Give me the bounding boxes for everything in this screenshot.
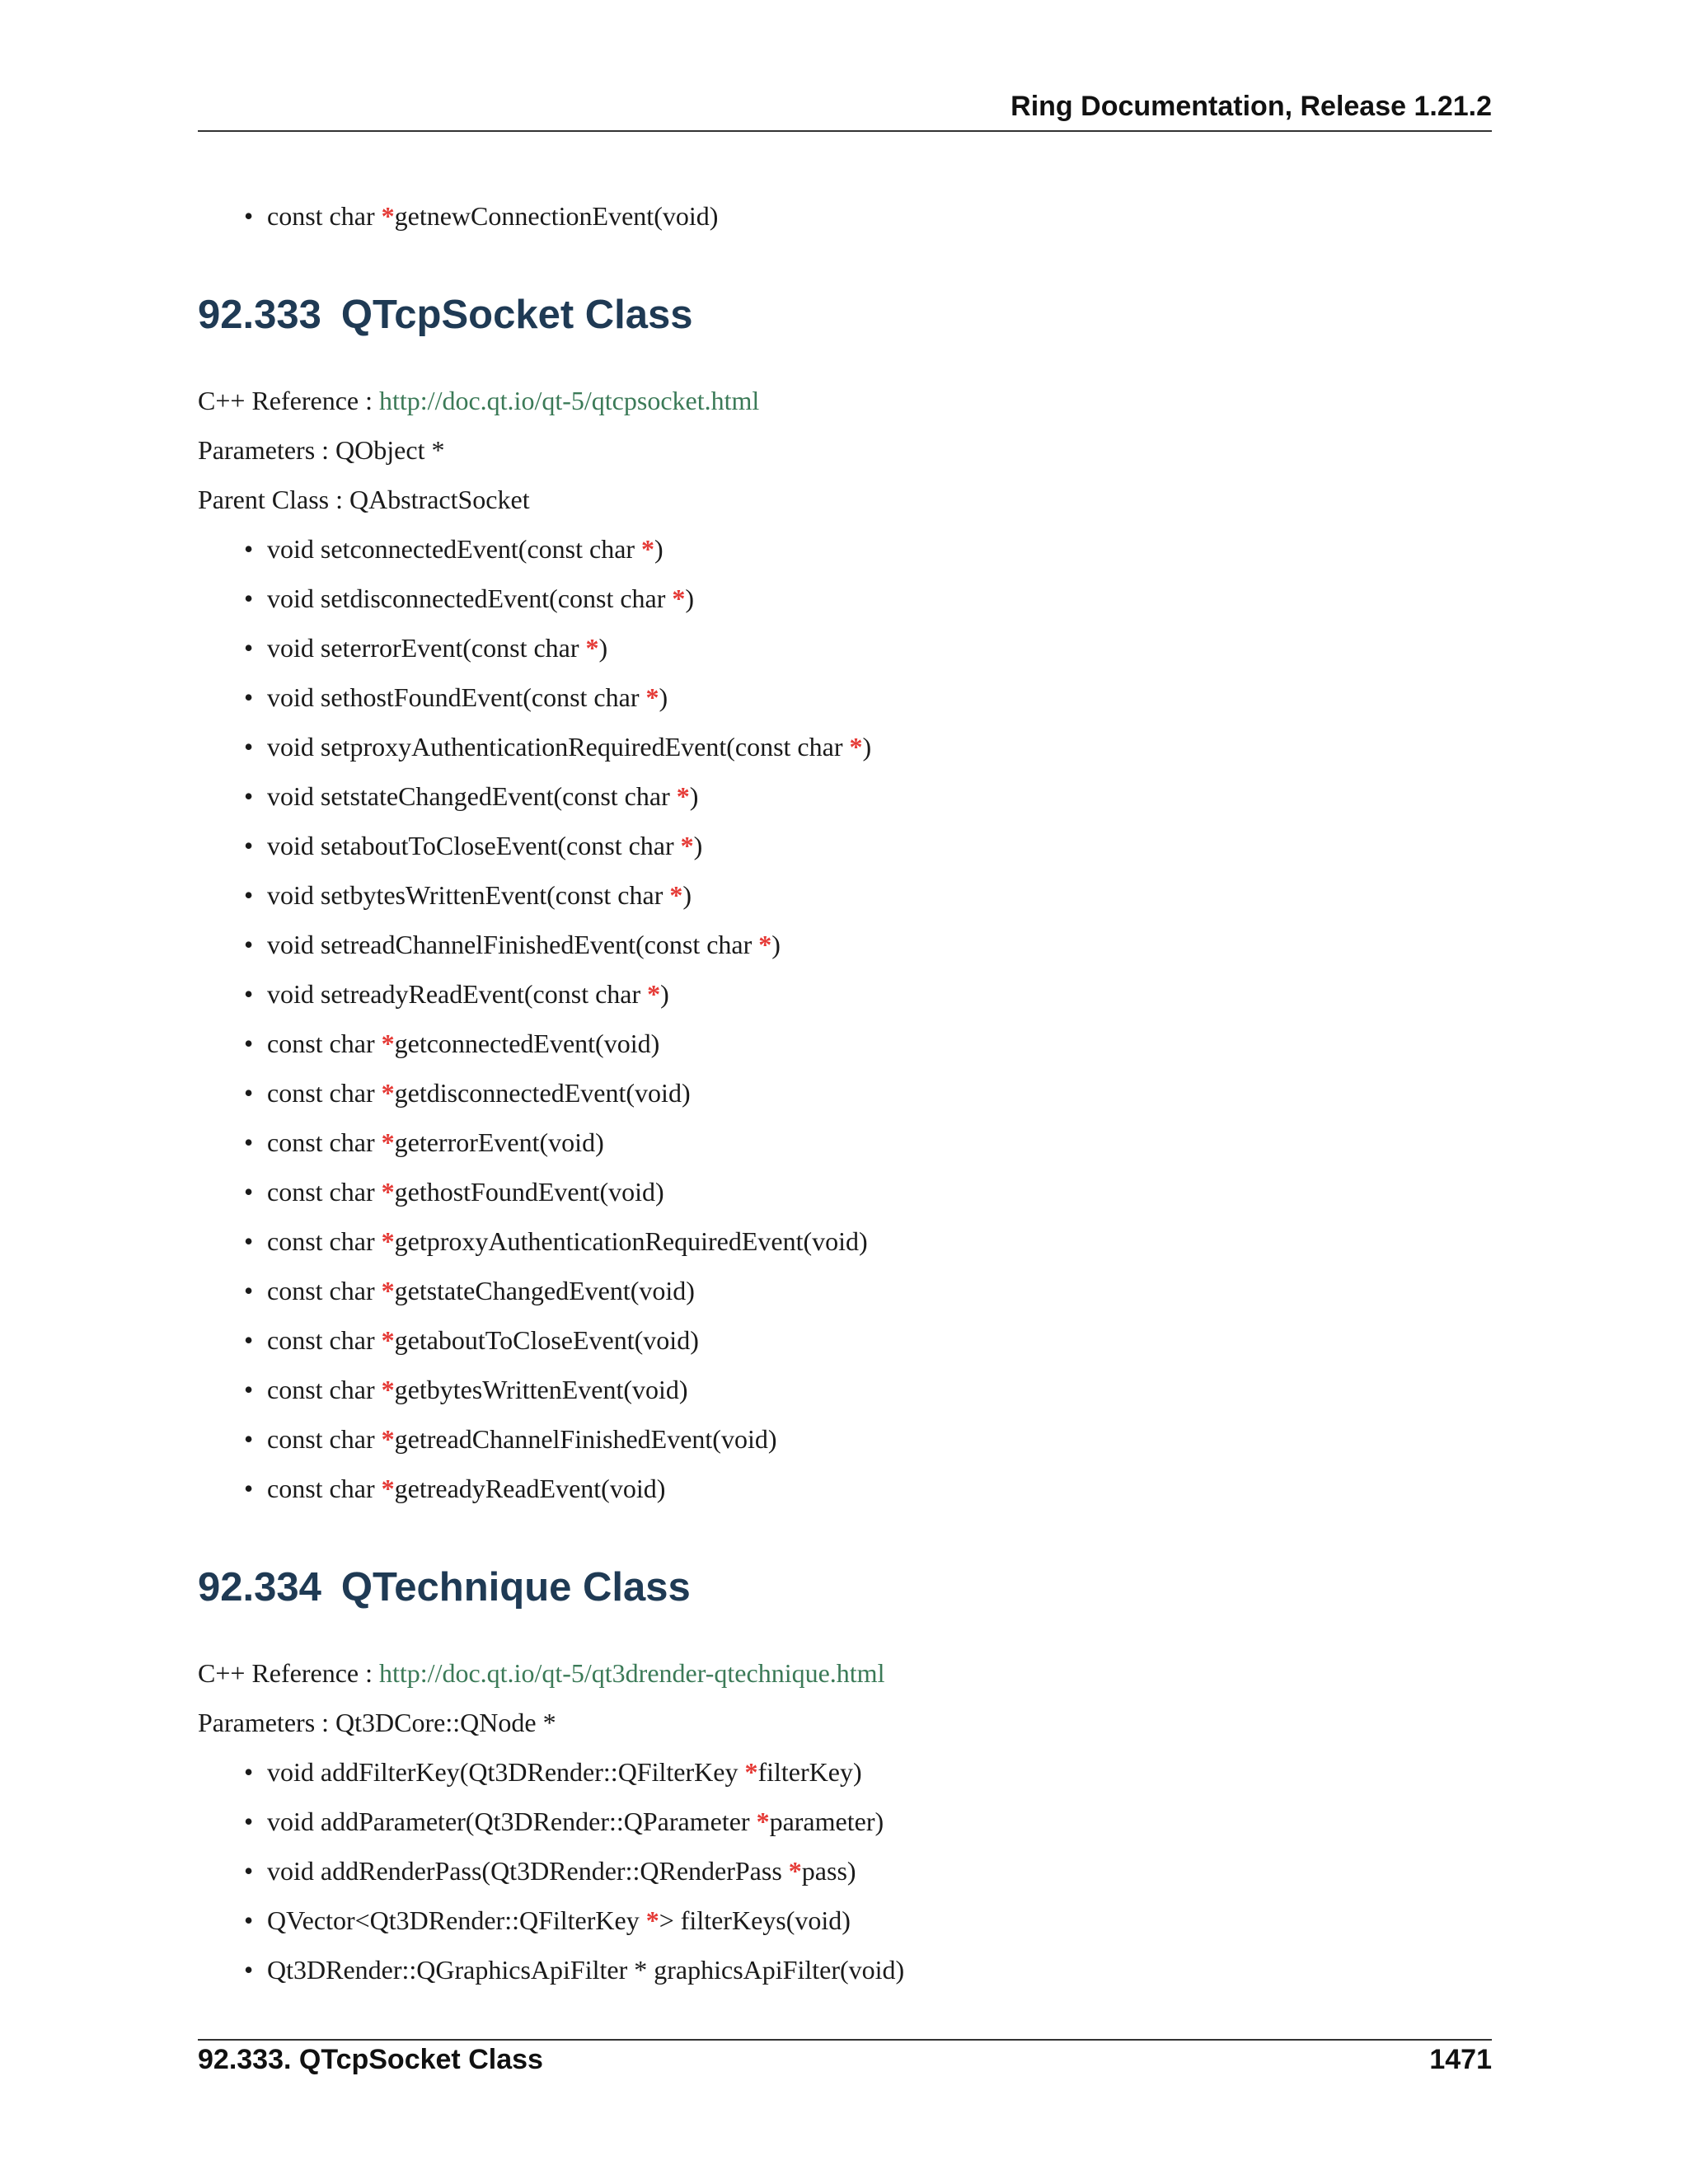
method-item: • const char *geterrorEvent(void) [267, 1126, 871, 1175]
method-item: • void setreadyReadEvent(const char *) [267, 977, 871, 1027]
method-item: • void setbytesWrittenEvent(const char *) [267, 879, 871, 928]
method-item: • const char *getnewConnectionEvent(void) [267, 199, 718, 249]
method-item: • void setstateChangedEvent(const char *) [267, 780, 871, 829]
section-number: 92.334 [198, 1565, 321, 1610]
method-item: • Qt3DRender::QGraphicsApiFilter * graphicsApiFilter(void) [267, 1953, 904, 2003]
header-rule [198, 130, 1492, 132]
method-item: • const char *getconnectedEvent(void) [267, 1027, 871, 1076]
carryover-method-list [267, 199, 718, 249]
method-item: • QVector<Qt3DRender::QFilterKey *> filterKeys(void) [267, 1904, 904, 1953]
parameters: Parameters : Qt3DCore::QNode * [198, 1708, 556, 1737]
method-item: • const char *gethostFoundEvent(void) [267, 1175, 871, 1225]
method-list-qtechnique [267, 1755, 904, 2003]
method-item: • void addParameter(Qt3DRender::QParameter *parameter) [267, 1805, 904, 1854]
method-item: • void setreadChannelFinishedEvent(const char *) [267, 928, 871, 977]
section-heading-qtechnique [198, 1564, 691, 1610]
method-item: • const char *getreadyReadEvent(void) [267, 1472, 871, 1521]
section-title: QTcpSocket Class [340, 293, 693, 337]
parent-class: Parent Class : QAbstractSocket [198, 485, 530, 514]
method-list-qtcpsocket [267, 532, 871, 1521]
method-item: • const char *getproxyAuthenticationRequiredEvent(void) [267, 1225, 871, 1274]
method-item: • const char *getbytesWrittenEvent(void) [267, 1373, 871, 1422]
footer-rule [198, 2039, 1492, 2041]
page-number: 1471 [1429, 2044, 1492, 2075]
method-item: • const char *getdisconnectedEvent(void) [267, 1076, 871, 1126]
footer-section: 92.333. QTcpSocket Class [198, 2044, 543, 2075]
reference-link[interactable]: http://doc.qt.io/qt-5/qtcpsocket.html [379, 386, 760, 415]
cpp-reference: C++ Reference : http://doc.qt.io/qt-5/qt3drender-qtechnique.html [198, 1658, 885, 1688]
method-item: • const char *getaboutToCloseEvent(void) [267, 1324, 871, 1373]
parameters: Parameters : QObject * [198, 435, 445, 465]
reference-link[interactable]: http://doc.qt.io/qt-5/qt3drender-qtechnique.html [379, 1658, 885, 1688]
method-item: • const char *getstateChangedEvent(void) [267, 1274, 871, 1324]
method-item: • void sethostFoundEvent(const char *) [267, 681, 871, 730]
cpp-reference: C++ Reference : http://doc.qt.io/qt-5/qtcpsocket.html [198, 386, 760, 415]
section-title: QTechnique Class [340, 1565, 691, 1610]
running-footer [198, 2044, 1492, 2076]
method-item: • void setaboutToCloseEvent(const char *) [267, 829, 871, 879]
method-item: • const char *getreadChannelFinishedEvent(void) [267, 1422, 871, 1472]
running-header: Ring Documentation, Release 1.21.2 [1010, 91, 1492, 122]
method-item: • void addRenderPass(Qt3DRender::QRenderPass *pass) [267, 1854, 904, 1904]
method-item: • void setproxyAuthenticationRequiredEvent(const char *) [267, 730, 871, 780]
section-number: 92.333 [198, 293, 321, 337]
method-item: • void seterrorEvent(const char *) [267, 631, 871, 681]
method-item: • void setconnectedEvent(const char *) [267, 532, 871, 582]
section-heading-qtcpsocket [198, 292, 693, 338]
method-item: • void setdisconnectedEvent(const char *) [267, 582, 871, 631]
method-item: • void addFilterKey(Qt3DRender::QFilterKey *filterKey) [267, 1755, 904, 1805]
